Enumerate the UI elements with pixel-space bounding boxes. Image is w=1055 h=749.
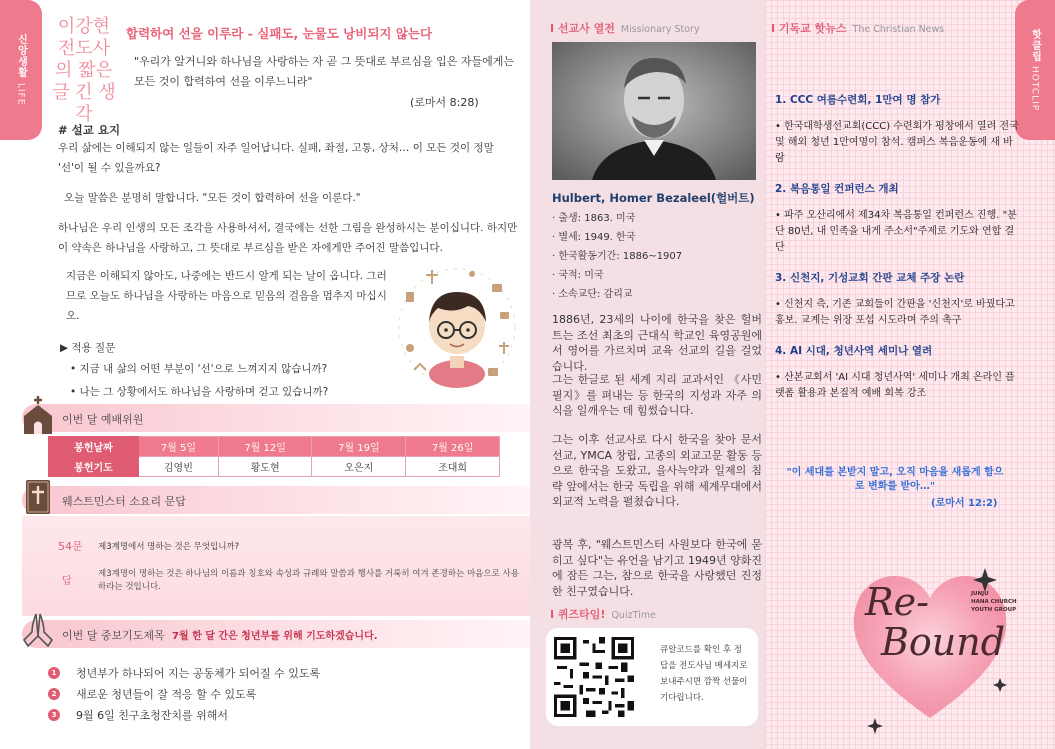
church-icon — [22, 394, 54, 434]
answer-label: 답 — [62, 576, 72, 587]
quiz-heading-kr: I 퀴즈타임! — [550, 608, 606, 621]
quiz-heading — [550, 606, 656, 622]
key-verse-reference: (로마서 8:28) — [410, 96, 479, 109]
offering-date: 7월 19일 — [312, 437, 406, 457]
application-heading: ▶ 적용 질문 — [60, 342, 116, 354]
prayer-number-badge: 1 — [48, 667, 60, 679]
missionary-fact: · 소속교단: 감리교 — [552, 285, 682, 304]
prayer-number-badge: 2 — [48, 688, 60, 700]
news-body: • 산본교회서 'AI 시대 청년사역' 세미나 개최 온라인 플랫폼 활용과 본질적 예배 회복 강조 — [775, 372, 1015, 399]
missionary-heading-kr: I 선교사 열전 — [550, 22, 615, 35]
news-body: • 신천지 측, 기존 교회들이 간판을 '신천지'로 바꿨다고 홍보. 교계는 위장 포섭 시도라며 주의 촉구 — [775, 299, 1015, 326]
sermon-paragraph: 오늘 말씀은 분명히 말합니다. "모든 것이 합력하여 선을 이룬다." — [64, 192, 361, 204]
news-title: 1. CCC 여름수련회, 1만여 명 참가 — [775, 94, 941, 106]
life-tab-kr: 신앙생활 — [15, 34, 27, 79]
news-body: • 한국대학생선교회(CCC) 수련회가 평창에서 열려 전국 및 해외 청년 1만여명이 참석. 캠퍼스 복음운동에 새 바람 — [775, 121, 1019, 164]
missionary-paragraph: 그는 한글로 된 세계 지리 교과서인 《사민필지》를 펴내는 등 한국의 지성과 자주 의식을 일깨우는 데 힘썼습니다. — [552, 373, 762, 417]
missionary-panel — [530, 0, 765, 749]
news-heading-kr: I 기독교 핫뉴스 — [771, 22, 847, 35]
catechism-band — [22, 486, 530, 514]
sparkle-icon — [993, 678, 1007, 692]
sermon-paragraph: 하나님은 우리 인생의 모든 조각을 사용하셔서, 결국에는 선한 그림을 완성하시는 분이십니다. 하지만 이 약속은 하나님을 사랑하고, 그 뜻대로 부르심을 받은 자에게만 주어진 말씀입니다. — [58, 222, 518, 254]
news-title: 2. 복음통일 컨퍼런스 개최 — [775, 183, 899, 195]
offering-schedule-table — [48, 436, 500, 477]
key-verse: "우리가 알거니와 하나님을 사랑하는 자 곧 그 뜻대로 부르심을 입은 자들에게는 모든 것이 합력하여 선을 이루느니라" — [134, 55, 515, 88]
prayer-list — [48, 662, 320, 725]
offering-date: 7월 26일 — [406, 437, 500, 457]
rebound-logo — [865, 580, 1025, 680]
missionary-heading-en: Missionary Story — [620, 24, 700, 35]
praying-hands-icon — [22, 610, 54, 650]
offering-prayer-name: 황도현 — [218, 457, 312, 477]
catechism-qa — [22, 516, 530, 616]
news-title: 3. 신천지, 기성교회 간판 교체 주장 논란 — [775, 272, 965, 284]
worship-committee-label: 이번 달 예배위원 — [62, 413, 144, 426]
table-row — [49, 437, 500, 457]
application-question: • 나는 그 상황에서도 하나님을 사랑하며 걷고 있습니까? — [70, 381, 328, 404]
closing-verse-reference: (로마서 12:2) — [931, 498, 998, 509]
offering-date-header: 봉헌날짜 — [49, 437, 139, 457]
missionary-fact: · 별세: 1949. 한국 — [552, 228, 682, 247]
hotclip-side-tab — [1015, 0, 1055, 140]
question-text: 제3계명에서 명하는 것은 무엇입니까? — [98, 542, 240, 552]
catechism-label: 웨스트민스터 소요리 문답 — [62, 495, 186, 508]
pastor-illustration — [392, 262, 522, 392]
offering-prayer-header: 봉헌기도 — [49, 457, 139, 477]
prayer-text: 9월 6일 친구초청잔치를 위해서 — [76, 708, 228, 722]
news-body: • 파주 오산리에서 제34차 복음통일 컨퍼런스 진행. "분단 80년, 내 민족을 내게 주소서"주제로 기도와 연합 결단 — [775, 210, 1017, 253]
missionary-paragraph: 그는 이후 선교사로 다시 한국을 찾아 문서선교, YMCA 창립, 고종의 외교고문 활동 등으로 한국을 도왔고, 을사늑약과 일제의 침략 앞에서는 한국 독립을 위해 세계무대에서 외교적 노력을 펼쳤습니다. — [552, 433, 762, 508]
offering-prayer-name: 오은지 — [312, 457, 406, 477]
hotclip-tab-kr: 핫클립 — [1029, 28, 1041, 62]
missionary-fact: · 출생: 1863. 미국 — [552, 209, 682, 228]
quiz-instructions: 큐알코드를 확인 후 정답을 전도사님 메세지로 보내주시면 깜짝 선물이 기다립니다. — [660, 645, 748, 703]
logo-subtitle-line: HANA CHURCH — [971, 599, 1017, 605]
application-questions — [70, 358, 328, 404]
sermon-title: 합력하여 선을 이루라 - 실패도, 눈물도 낭비되지 않는다 — [126, 26, 433, 41]
missionary-fact: · 국적: 미국 — [552, 266, 682, 285]
intercession-band — [22, 620, 530, 648]
list-item — [48, 662, 320, 683]
missionary-portrait — [552, 42, 756, 180]
quiz-card — [546, 628, 758, 726]
sermon-paragraph: 지금은 이해되지 않아도, 나중에는 반드시 알게 되는 날이 옵니다. 그러므로 오늘도 하나님을 사랑하는 마음으로 믿음의 걸음을 멈추지 마십시오. — [66, 270, 387, 322]
missionary-paragraph: 광복 후, "웨스트민스터 사원보다 한국에 묻히고 싶다"는 유언을 남기고 1949년 양화진에 잠든 그는, 참으로 한국을 사랑했던 진정한 친구였습니다. — [552, 538, 762, 598]
sermon-summary-heading: # 설교 요지 — [58, 123, 121, 137]
sparkle-icon — [867, 718, 883, 734]
hotclip-panel — [765, 0, 1055, 749]
application-question: • 지금 내 삶의 어떤 부분이 '선'으로 느껴지지 않습니까? — [70, 358, 328, 381]
life-side-tab — [0, 0, 42, 140]
logo-subtitle — [971, 590, 1017, 614]
logo-line2: Bound — [881, 620, 1006, 664]
quiz-heading-en: QuizTime — [611, 610, 656, 621]
worship-committee-band — [22, 404, 530, 432]
logo-subtitle-line: YOUTH GROUP — [971, 607, 1017, 613]
list-item — [48, 704, 320, 725]
missionary-name: Hulbert, Homer Bezaleel(헐버트) — [552, 191, 755, 205]
bible-icon — [22, 476, 54, 516]
offering-prayer-name: 조대희 — [406, 457, 500, 477]
question-number: 54문 — [58, 540, 83, 553]
table-row — [49, 457, 500, 477]
intercession-note: 7월 한 달 간은 청년부를 위해 기도하겠습니다. — [172, 631, 378, 642]
offering-date: 7월 5일 — [139, 437, 219, 457]
hotclip-tab-en: HOTCLIP — [1029, 66, 1040, 112]
column-title: 이강현 전도사의 짧은 글 긴 생각 — [52, 16, 116, 125]
logo-subtitle-line: JUNJU — [971, 591, 989, 597]
offering-prayer-name: 김영빈 — [139, 457, 219, 477]
closing-verse: "이 세대를 본받지 말고, 오직 마음을 새롭게 함으로 변화를 받아…" — [786, 467, 1004, 492]
sermon-paragraph: 우리 삶에는 이해되지 않는 일들이 자주 일어납니다. 실패, 좌절, 고통, 상처… 이 모든 것이 정말 '선'이 될 수 있을까요? — [58, 142, 494, 174]
prayer-number-badge: 3 — [48, 709, 60, 721]
missionary-fact: · 한국활동기간: 1886~1907 — [552, 247, 682, 266]
missionary-heading — [550, 20, 700, 36]
qr-code-icon[interactable] — [554, 637, 634, 717]
answer-text: 제3계명이 명하는 것은 하나님의 이름과 칭호와 속성과 규례와 말씀과 행사를 거룩히 여겨 존경하는 마음으로 사용하라는 것입니다. — [98, 569, 519, 592]
prayer-text: 청년부가 하나되어 지는 공동체가 되어질 수 있도록 — [76, 666, 321, 680]
intercession-label: 이번 달 중보기도제목 — [62, 629, 165, 642]
logo-line1: Re- — [865, 580, 929, 624]
missionary-facts — [552, 209, 682, 304]
missionary-paragraph: 1886년, 23세의 나이에 한국을 찾은 헐버트는 조선 최초의 근대식 학교인 육영공원에서 영어를 가르치며 교육 선교의 길을 걸었습니다. — [552, 313, 762, 373]
news-list — [775, 92, 1019, 416]
news-heading-en: The Christian News — [852, 24, 945, 35]
list-item — [48, 683, 320, 704]
prayer-text: 새로운 청년들이 잘 적응 할 수 있도록 — [76, 687, 257, 701]
offering-date: 7월 12일 — [218, 437, 312, 457]
news-title: 4. AI 시대, 청년사역 세미나 열려 — [775, 345, 933, 357]
news-heading — [771, 20, 944, 36]
life-tab-en: LIFE — [15, 82, 26, 106]
